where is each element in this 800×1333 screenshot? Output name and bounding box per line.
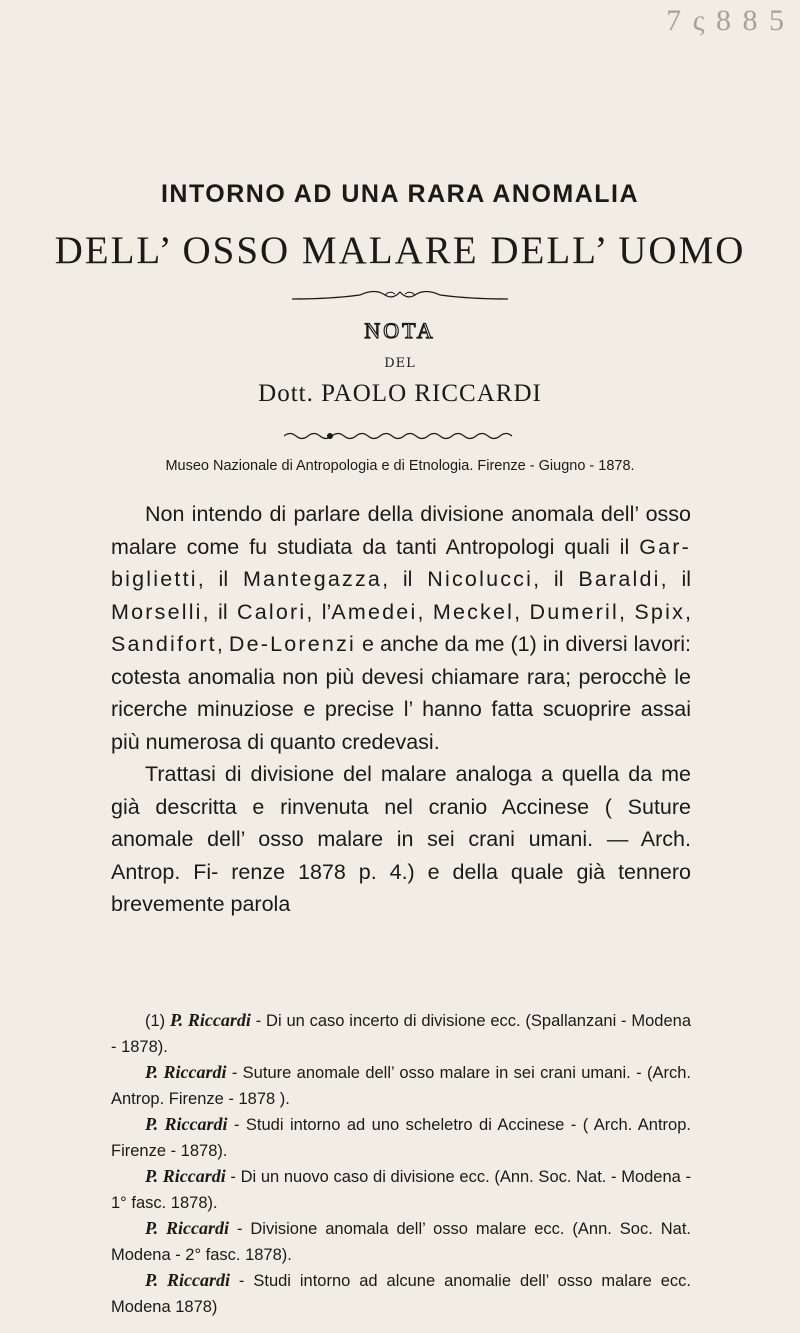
paragraph-1: Non intendo di parlare della divisione anomala dell’ osso malare come fu studiata da tanti Antropologi quali il Gar- biglietti, il Mantegazza, il Nicolucci, il Baraldi, il Morselli, il Calori, l’Amedei, Meckel, Dumeril, Spix, Sandifort, De-Lorenzi e anche da me (1) in diversi lavori: cotesta anomalia non più devesi chiamare rara; perocchè le ricerche minuziose e precise l’ hanno fatta scuoprire assai più numerosa di quanto credevasi. (111, 502, 691, 754)
body-text (111, 498, 691, 921)
footnotes (111, 1008, 691, 1320)
title-line-1: INTORNO AD UNA RARA ANOMALIA (160, 180, 640, 208)
footnote-entry: P. Riccardi - Studi intorno ad alcune anomalie dell’ osso malare ecc. Modena 1878) (111, 1270, 691, 1316)
nota-heading: NOTA (364, 318, 436, 343)
divider-ornament (284, 430, 516, 442)
footnote-entry: P. Riccardi - Suture anomale dell’ osso malare in sei crani umani. - (Arch. Antrop. Firenze - 1878 ). (111, 1062, 691, 1108)
library-stamp: 7 ς 8 8 5 (666, 4, 786, 37)
author-name: Dott. PAOLO RICCARDI (258, 380, 542, 407)
institution-line: Museo Nazionale di Antropologia e di Etnologia. Firenze - Giugno - 1878. (165, 458, 635, 474)
footnote-entry: (1) P. Riccardi - Di un caso incerto di divisione ecc. (Spallanzani - Modena - 1878). (111, 1010, 692, 1056)
del-label: DEL (384, 356, 416, 371)
footnote-entry: P. Riccardi - Di un nuovo caso di divisione ecc. (Ann. Soc. Nat. - Modena - 1° fasc. 1878). (111, 1166, 692, 1212)
title-line-2: DELL’ OSSO MALARE DELL’ UOMO (54, 229, 746, 272)
footnote-entry: P. Riccardi - Divisione anomala dell’ osso malare ecc. (Ann. Soc. Nat. Modena - 2° fasc. 1878). (111, 1218, 691, 1264)
title-flourish-ornament (290, 286, 510, 304)
paragraph-2: Trattasi di divisione del malare analoga a quella da me già descritta e rinvenuta nel cranio Accinese ( Suture anomale dell’ osso malare in sei crani umani. — Arch. Antrop. Fi- renze 1878 p. 4.) e della quale già tennero brevemente parola (111, 762, 691, 916)
footnote-entry: P. Riccardi - Studi intorno ad uno scheletro di Accinese - ( Arch. Antrop. Firenze - 1878). (111, 1114, 691, 1160)
